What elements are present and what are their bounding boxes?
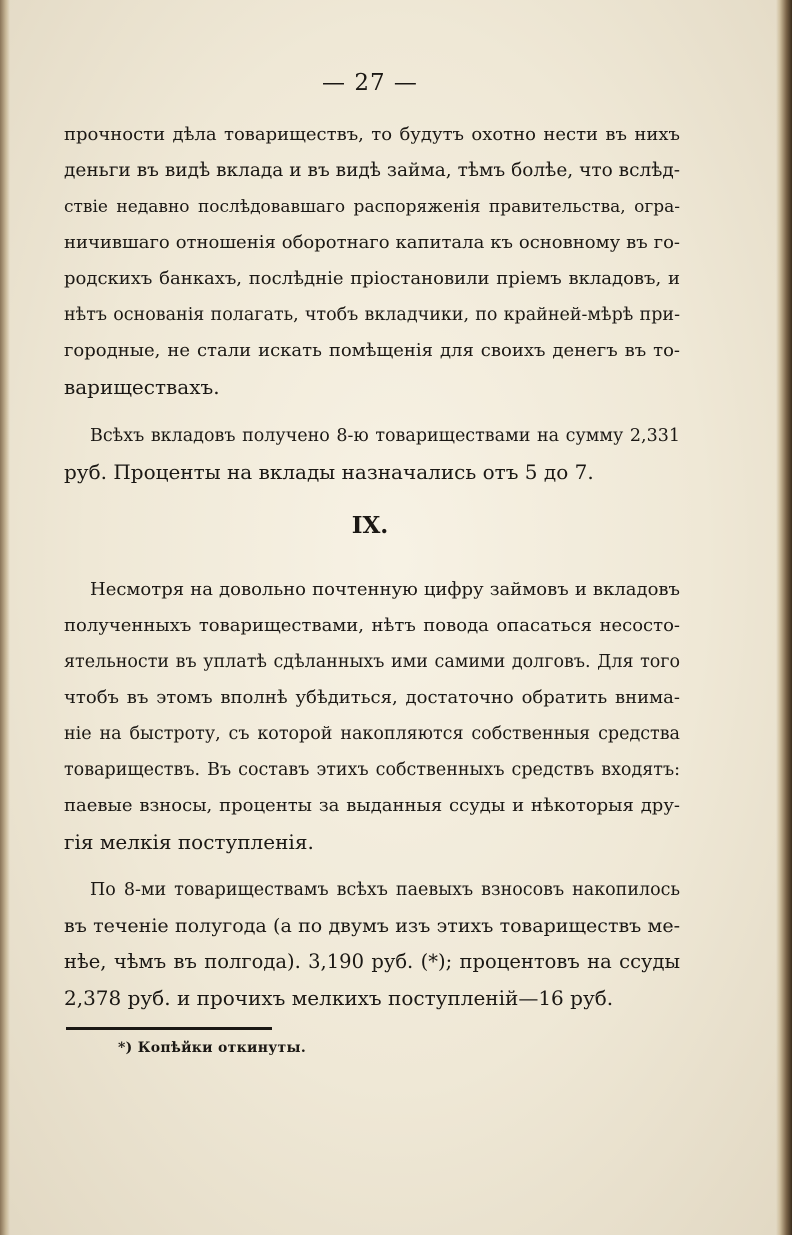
text-line: вариществахъ. [64, 375, 220, 399]
text-line: ствіе недавно послѣдовавшаго распоряженія правительства, огра- [64, 197, 680, 217]
paragraph-1 [64, 117, 680, 405]
text-line: руб. Проценты на вклады назначались отъ 5 до 7. [64, 460, 594, 484]
section-heading: IX. [351, 512, 389, 539]
text-line: ніе на быстроту, съ которой накопляются собственныя средства [64, 724, 680, 744]
text-line: товариществъ. Въ составъ этихъ собственныхъ средствъ входятъ: [64, 760, 680, 780]
paragraph-3 [64, 572, 680, 860]
text-line: паевые взносы, проценты за выданныя ссуды и нѣкоторыя дру- [64, 795, 680, 816]
text-line: По 8-ми товариществамъ всѣхъ паевыхъ взносовъ накопилось [90, 880, 680, 900]
text-line: Всѣхъ вкладовъ получено 8-ю товариществами на сумму 2,331 [90, 426, 680, 446]
footnote-rule [66, 1027, 272, 1030]
text-line: городные, не стали искать помѣщенія для своихъ денегъ въ то- [64, 340, 680, 361]
page-number: — 27 — [322, 70, 418, 96]
page-left-edge [0, 0, 10, 1235]
text-line: гія мелкія поступленія. [64, 830, 314, 854]
text-line: родскихъ банкахъ, послѣдніе пріостановили пріемъ вкладовъ, и [64, 268, 680, 289]
page-binding-edge [776, 0, 792, 1235]
text-line: чтобъ въ этомъ вполнѣ убѣдиться, достаточно обратить внима- [64, 687, 680, 708]
text-line: нѣе, чѣмъ въ полгода). 3,190 руб. (*); процентовъ на ссуды [64, 950, 680, 973]
text-line: полученныхъ товариществами, нѣтъ повода опасаться несосто- [64, 615, 680, 636]
paragraph-2 [64, 418, 680, 490]
text-line: деньги въ видѣ вклада и въ видѣ займа, тѣмъ болѣе, что вслѣд- [64, 160, 680, 181]
text-line: 2,378 руб. и прочихъ мелкихъ поступленій—16 руб. [64, 986, 614, 1010]
text-line: ятельности въ уплатѣ сдѣланныхъ ими самими долговъ. Для того [64, 652, 680, 672]
text-line: въ теченіе полугода (а по двумъ изъ этихъ товариществъ ме- [64, 915, 680, 937]
text-line: прочности дѣла товариществъ, то будутъ охотно нести въ нихъ [64, 124, 680, 145]
text-line: Несмотря на довольно почтенную цифру займовъ и вкладовъ [90, 579, 680, 600]
footnote: *) Копѣйки откинуты. [118, 1040, 307, 1056]
text-line: нѣтъ основанія полагать, чтобъ вкладчики, по крайней-мѣрѣ при- [64, 305, 680, 325]
paragraph-4 [64, 872, 680, 1016]
text-line: ничившаго отношенія оборотнаго капитала къ основному въ го- [64, 232, 680, 253]
